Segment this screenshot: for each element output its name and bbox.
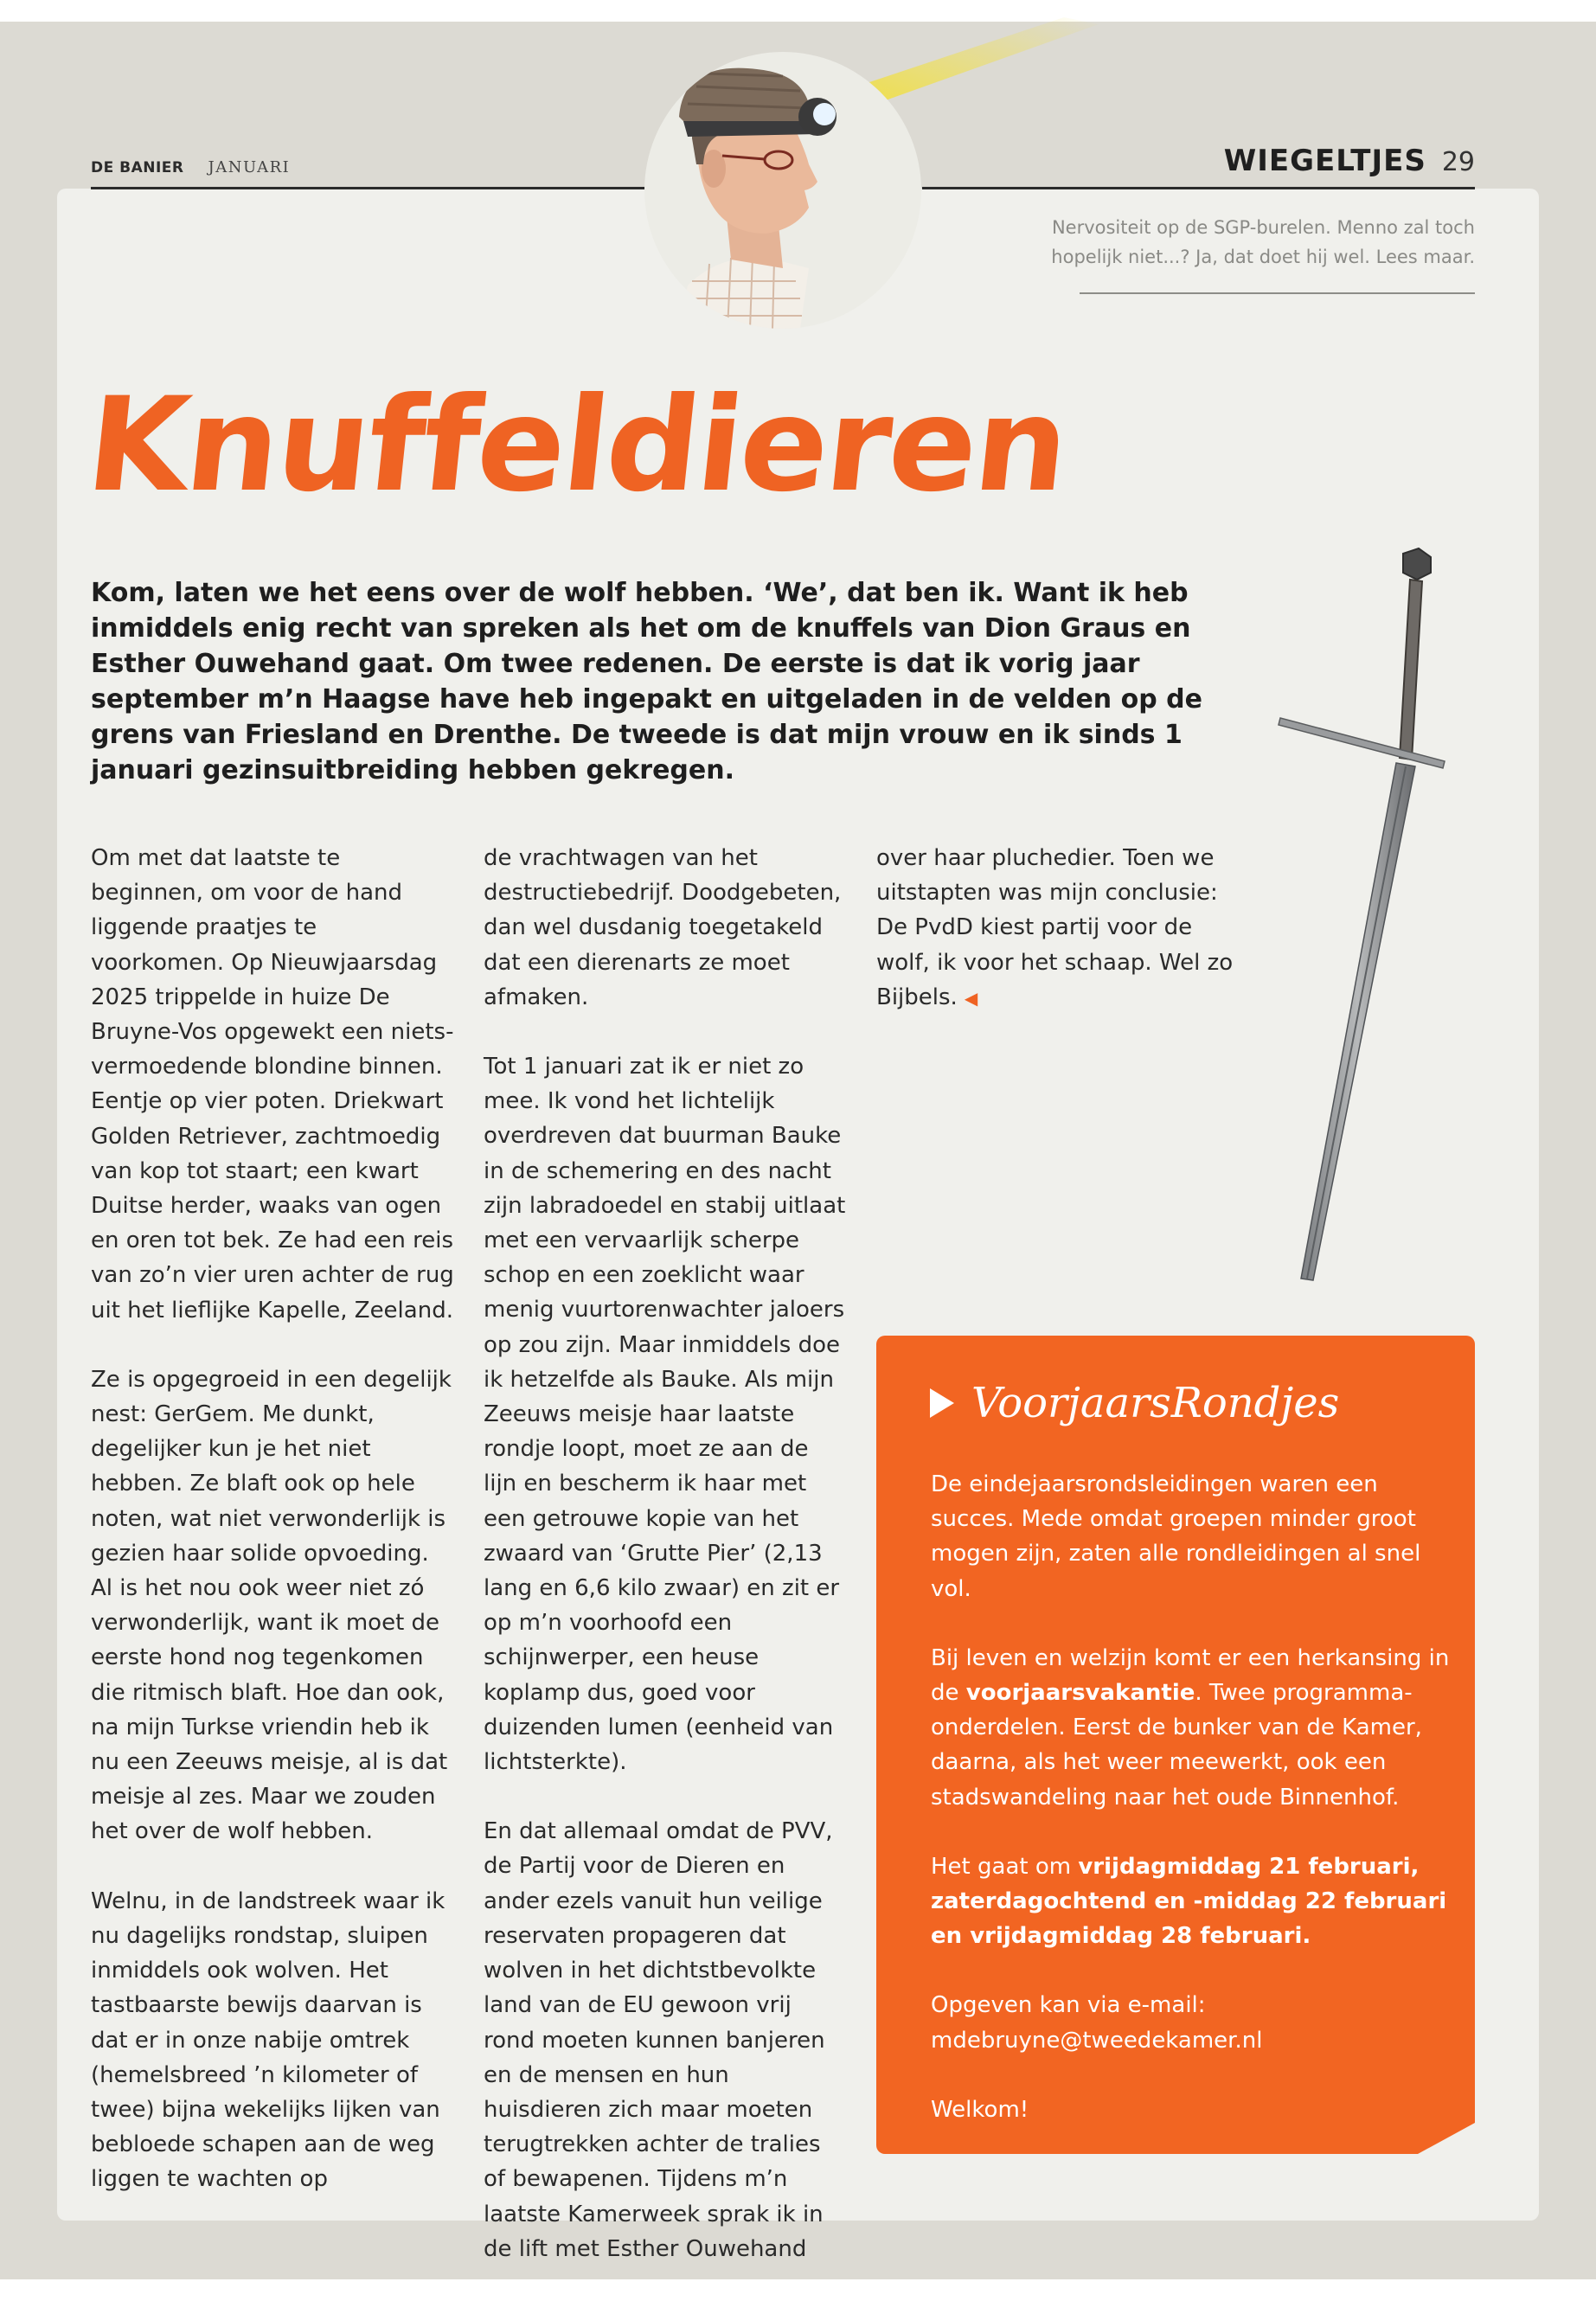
page-number: 29: [1441, 147, 1475, 177]
column-1: [91, 841, 454, 2232]
box-header: [930, 1379, 1339, 1427]
article-title: Knuffeldieren: [80, 370, 1074, 521]
box-paragraph: [931, 1988, 1450, 2057]
text: Opgeven kan via e-mail:: [931, 1992, 1206, 2019]
sword-image: [1211, 536, 1497, 1298]
column-2: [484, 841, 847, 2301]
lead-text: Kom, laten we het eens over de wolf hebben. ‘We’, dat ben ik. Want ik heb inmiddels enig recht van spreken als het om de knuffels van Dion Graus en Esther Ouwehand gaat. Om twee redenen. De eerste is dat ik vorig jaar september m’n Haagse have heb ingepakt en uitgeladen in de velden op de grens van Friesland en Drenthe. De tweede is dat mijn vrouw en ik sinds 1 januari gezinsuitbreiding hebben gekregen.: [91, 578, 1202, 785]
section-title: WIEGELTJES: [1223, 144, 1426, 178]
voorjaarsrondjes-box: [876, 1336, 1475, 2154]
magazine-name: DE BANIER: [91, 159, 184, 176]
author-portrait: [644, 52, 921, 329]
paragraph: Om met dat laatste te beginnen, om voor de hand liggende praatjes te voorkomen. Op Nieuwjaarsdag 2025 trippelde in huize De Bruyne-Vos opgewekt een nietsvermoedende blondine binnen. Eentje op vier poten. Driekwart Golden Retriever, zachtmoedig van kop tot staart; een kwart Duitse herder, waaks van ogen en oren tot bek. Ze had een reis van zo’n vier uren achter de rug uit het lieflijke Kapelle, Zeeland.: [91, 845, 454, 1324]
issue-month: JANUARI: [208, 158, 291, 176]
paragraph: Tot 1 januari zat ik er niet zo mee. Ik vond het lichtelijk overdreven dat buurman Bauke in de schemering en des nacht zijn labradoedel en stabij uitlaat met een vervaarlijk scherpe schop en een zoeklicht waar menig vuurtorenwachter jaloers op zou zijn. Maar inmiddels doe ik hetzelfde als Bauke. Als mijn Zeeuws meisje haar laatste rondje loopt, moet ze aan de lijn en bescherm ik haar met een getrouwe kopie van het zwaard van ‘Grutte Pier’ (2,13 lang en 6,6 kilo zwaar) en zit er op m’n voorhoofd een schijnwerper, een heuse koplamp dus, goed voor duizenden lumen (eenheid van lichtsterkte).: [484, 1054, 846, 1776]
intro-rule: [1080, 292, 1475, 294]
end-mark-icon: ◀: [964, 987, 978, 1009]
column-3: [876, 841, 1240, 1050]
play-triangle-icon: [930, 1388, 954, 1418]
box-paragraph: De eindejaarsrondsleidingen waren een succes. Mede omdat groepen minder groot mogen zijn, zaten alle rondleidingen al snel vol.: [931, 1471, 1421, 1602]
email-link[interactable]: mdebruyne@tweedekamer.nl: [931, 2027, 1263, 2054]
box-title: VoorjaarsRondjes: [971, 1379, 1340, 1427]
text: Bij leven en welzijn komt er een herkansing in de: [931, 1644, 1450, 1707]
intro-text: Nervositeit op de SGP-burelen. Menno zal toch hopelijk niet...? Ja, dat doet hij wel. Lees maar.: [1051, 217, 1475, 267]
paragraph: [876, 841, 1240, 1016]
bold-text: voorjaarsvakantie: [965, 1680, 1195, 1707]
paragraph: de vrachtwagen van het destructiebedrijf. Doodgebeten, dan wel dusdanig toegetakeld dat een dierenarts ze moet afmaken.: [484, 845, 842, 1010]
text: Het gaat om: [931, 1853, 1079, 1880]
box-corner-notch: [1418, 2123, 1475, 2154]
box-body: [931, 1467, 1450, 2162]
paragraph: En dat allemaal omdat de PVV, de Partij voor de Dieren en ander ezels vanuit hun veilige reservaten propageren dat wolven in het dichtstbevolkte land van de EU gewoon vrij rond moeten kunnen banjeren en de mensen en hun huisdieren zich maar moeten terugtrekken achter de tralies of bewapenen. Tijdens m’n laatste Kamerweek sprak ik in de lift met Esther Ouwehand: [484, 1818, 833, 2262]
lead-paragraph: [91, 575, 1241, 788]
paragraph: Welnu, in de landstreek waar ik nu dagelijks rondstap, sluipen inmiddels ook wolven. Het tastbaarste bewijs daarvan is dat er in onze nabije omtrek (hemelsbreed ’n kilometer of twee) bijna wekelijks lijken van bebloede schapen aan de weg liggen te wachten op: [91, 1888, 445, 2193]
bold-text: vrijdagmiddag 21 februari, zaterdagochtend en -middag 22 februari en vrijdagmiddag 28 februari.: [931, 1853, 1447, 1950]
paragraph: Ze is opgegroeid in een degelijk nest: GerGem. Me dunkt, degelijker kun je het niet hebben. Ze blaft ook op hele noten, wat niet verwonderlijk is gezien haar solide opvoeding. Al is het nou ook weer niet zó verwonderlijk, want ik moet de eerste hond nog tegenkomen die ritmisch blaft. Hoe dan ook, na mijn Turkse vriendin heb ik nu een Zeeuws meisje, al is dat meisje al zes. Maar we zouden het over de wolf hebben.: [91, 1366, 452, 1845]
closing-text: over haar pluchedier. Toen we uitstapten was mijn conclusie: De PvdD kiest partij voor de wolf, ik voor het schaap. Wel zo Bijbels.: [876, 845, 1234, 1010]
box-paragraph: [931, 1849, 1450, 1954]
text: . Twee programmaonderdelen. Eerst de bunker van de Kamer, daarna, als het weer meewerkt, ook een stadswandeling naar het oude Binnenhof.: [931, 1680, 1422, 1811]
box-paragraph: [931, 1641, 1450, 1815]
box-paragraph: Welkom!: [931, 2096, 1029, 2123]
